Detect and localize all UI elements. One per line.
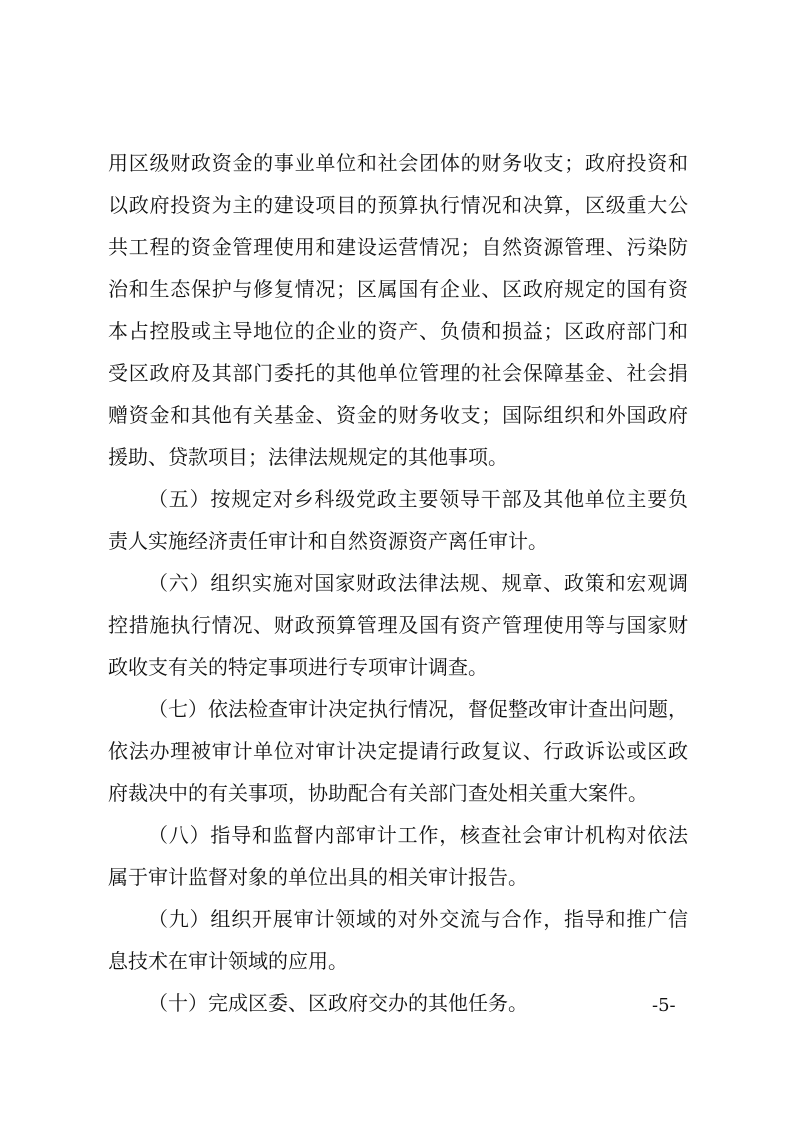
paragraph-5-first-line: （五）按规定对乡科级党政主要领导干部及其他单位主要负	[148, 487, 688, 511]
paragraph-6-first-line: （六）组织实施对国家财政法律法规、规章、政策和宏观调	[148, 571, 688, 595]
body-text-line: 依法办理被审计单位对审计决定提请行政复议、行政诉讼或区政	[108, 739, 688, 763]
page-number: -5-	[652, 995, 676, 1016]
body-text-line: 用区级财政资金的事业单位和社会团体的财务收支；政府投资和	[108, 151, 688, 175]
body-text-line: 受区政府及其部门委托的其他单位管理的社会保障基金、社会捐	[108, 361, 688, 385]
body-text-line: 以政府投资为主的建设项目的预算执行情况和决算，区级重大公	[108, 193, 688, 217]
body-text-line: 属于审计监督对象的单位出具的相关审计报告。	[108, 865, 528, 889]
body-text-line: 赠资金和其他有关基金、资金的财务收支；国际组织和外国政府	[108, 403, 688, 427]
body-text-line: 息技术在审计领域的应用。	[108, 949, 348, 973]
body-text-line: 共工程的资金管理使用和建设运营情况；自然资源管理、污染防	[108, 235, 688, 259]
paragraph-8-first-line: （八）指导和监督内部审计工作，核查社会审计机构对依法	[148, 823, 688, 847]
body-text-line: 政收支有关的特定事项进行专项审计调查。	[108, 655, 488, 679]
paragraph-10-first-line: （十）完成区委、区政府交办的其他任务。	[148, 991, 528, 1015]
paragraph-9-first-line: （九）组织开展审计领域的对外交流与合作，指导和推广信	[148, 907, 688, 931]
body-text-line: 控措施执行情况、财政预算管理及国有资产管理使用等与国家财	[108, 613, 688, 637]
body-text-line: 责人实施经济责任审计和自然资源资产离任审计。	[108, 529, 548, 553]
paragraph-7-first-line: （七）依法检查审计决定执行情况，督促整改审计查出问题，	[148, 697, 688, 721]
body-text-line: 治和生态保护与修复情况；区属国有企业、区政府规定的国有资	[108, 277, 688, 301]
body-text-line: 本占控股或主导地位的企业的资产、负债和损益；区政府部门和	[108, 319, 688, 343]
body-text-line: 援助、贷款项目；法律法规规定的其他事项。	[108, 445, 508, 469]
body-text-line: 府裁决中的有关事项，协助配合有关部门查处相关重大案件。	[108, 781, 648, 805]
